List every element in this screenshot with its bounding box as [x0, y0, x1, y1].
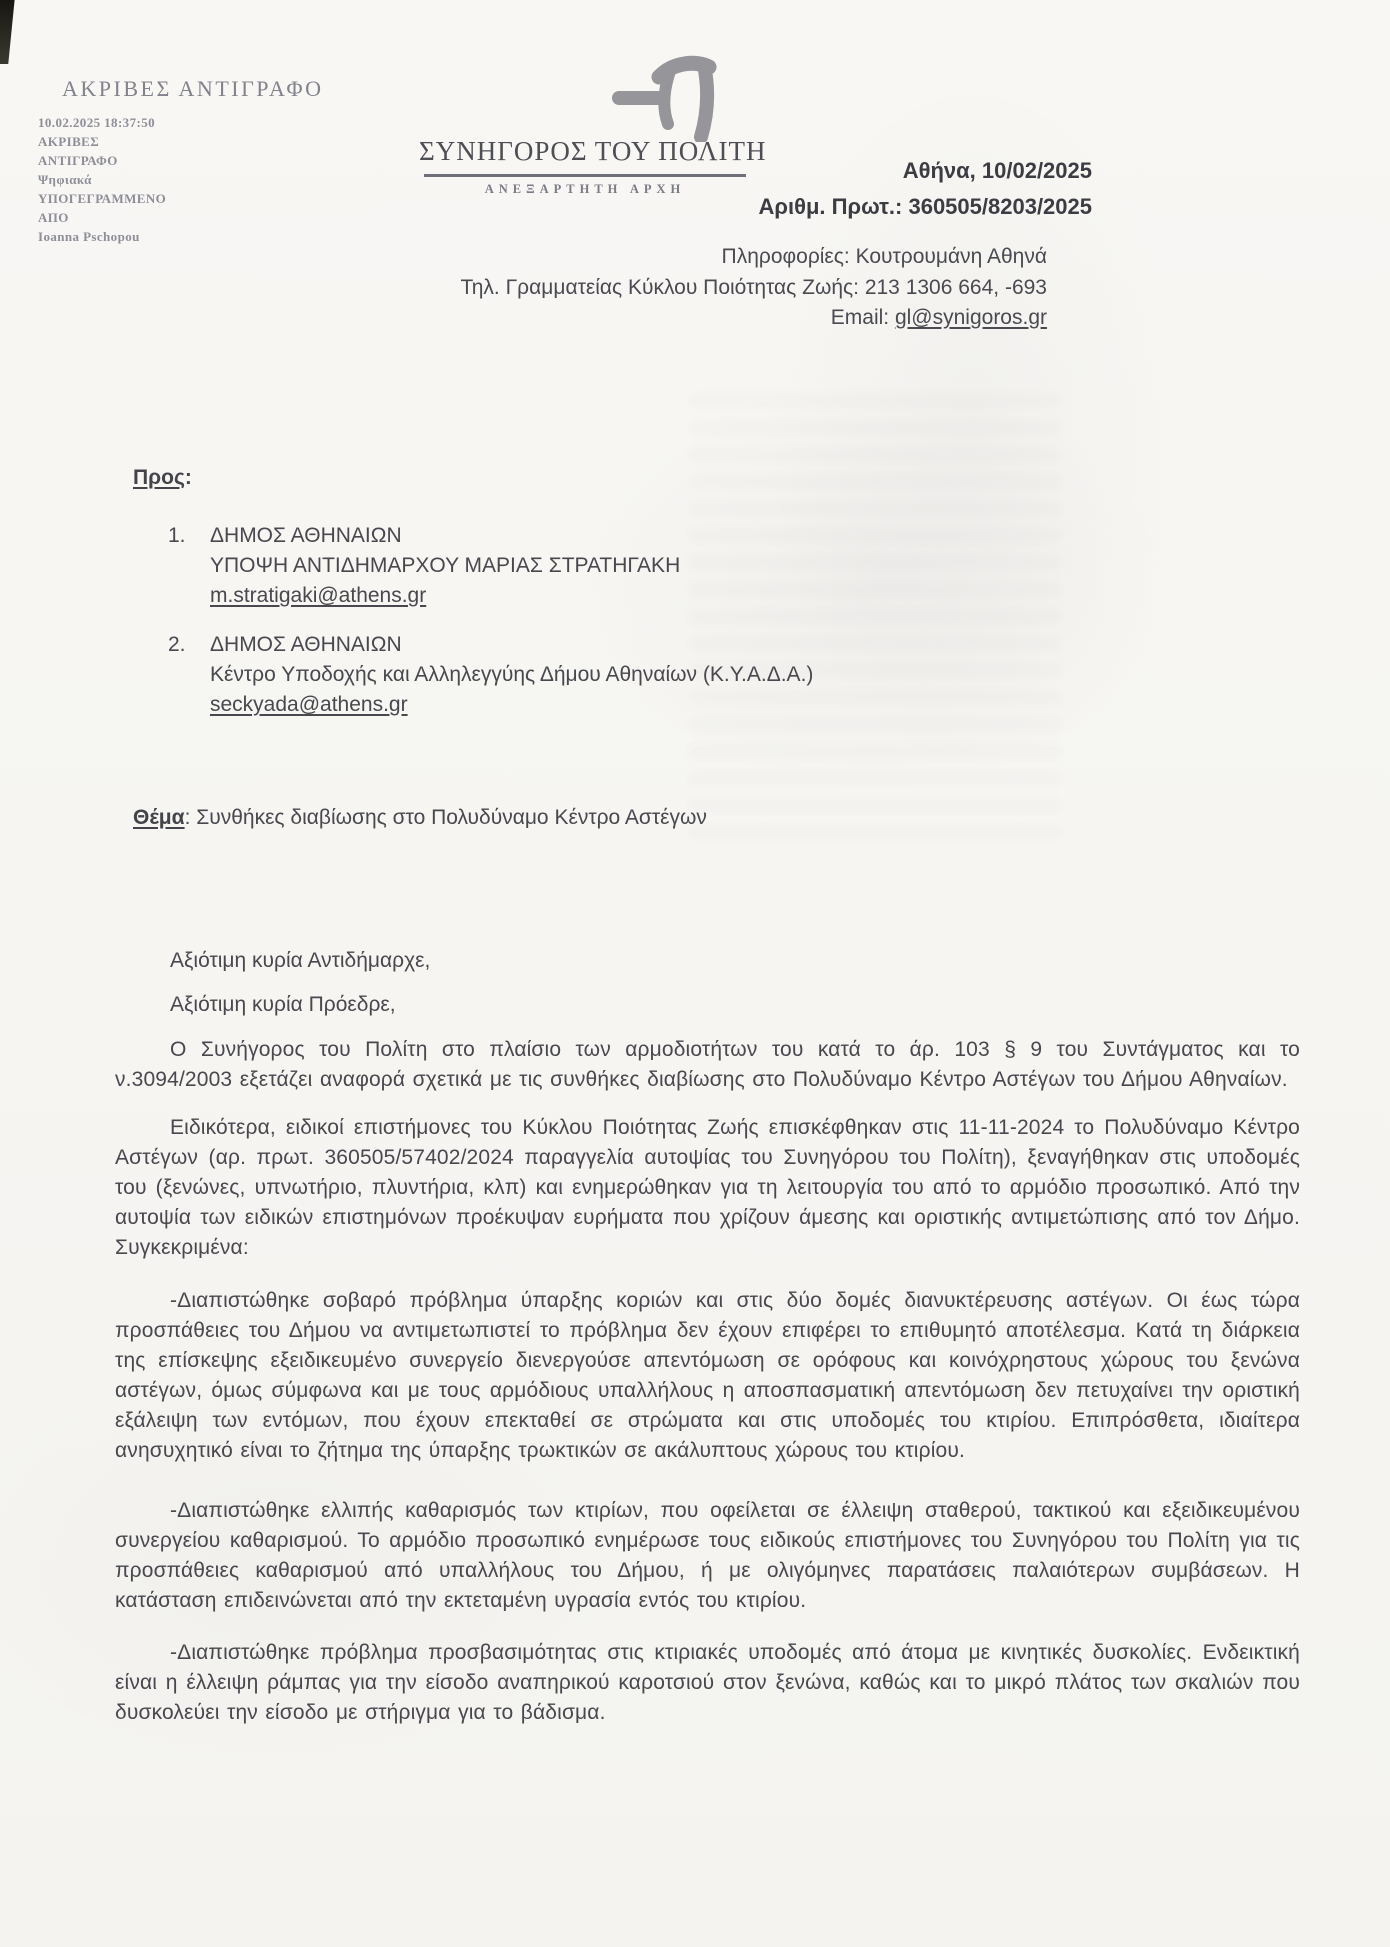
recipient-details — [210, 630, 813, 720]
recipient-email: seckyada@athens.gr — [210, 693, 408, 716]
subject-text: Συνθήκες διαβίωσης στο Πολυδύναμο Κέντρο Αστέγων — [196, 806, 707, 829]
synigoros-logo-icon — [612, 50, 730, 142]
stamp-line: ΑΠΟ — [38, 210, 69, 225]
stamp-line: ΥΠΟΓΕΓΡΑΜΜΕΝΟ — [38, 191, 167, 206]
email-label: Email: — [830, 306, 895, 329]
subject-line — [133, 803, 1300, 833]
body-paragraph: Ο Συνήγορος του Πολίτη στο πλαίσιο των αρμοδιοτήτων του κατά το άρ. 103 § 9 του Συντάγματος και το ν.3094/2003 εξετάζει αναφορά σχετικά με τις συνθήκες διαβίωσης στο Πολυδύναμο Κέντρο Αστέγων του Δήμου Αθηναίων. — [115, 1038, 1300, 1091]
stamp-title: ΑΚΡΙΒΕΣ ΑΝΤΙΓΡΑΦΟ — [62, 76, 324, 101]
recipient-attn-line: ΥΠΟΨΗ ΑΝΤΙΔΗΜΑΡΧΟΥ ΜΑΡΙΑΣ ΣΤΡΑΤΗΓΑΚΗ — [210, 554, 681, 577]
recipients-label: Προς: — [133, 466, 192, 489]
salutation-line: Αξιότιμη κυρία Αντιδήμαρχε, — [170, 949, 431, 972]
subject-colon: : — [184, 806, 197, 829]
recipient-item — [168, 521, 1300, 611]
recipient-number: 2. — [168, 633, 186, 656]
protocol-number-line: Αριθμ. Πρωτ.: 360505/8203/2025 — [758, 194, 1092, 219]
letter-body — [115, 463, 1300, 1728]
city-date-line: Αθήνα, 10/02/2025 — [902, 158, 1092, 183]
stamp-line: Ψηφιακά — [38, 172, 92, 187]
body-paragraph: -Διαπιστώθηκε σοβαρό πρόβλημα ύπαρξης κοριών και στις δύο δομές διανυκτέρευσης αστέγων. Οι έως τώρα προσπάθειες του Δήμου να αντιμετωπιστεί το πρόβλημα δεν έχουν επιφέρει το επιθυμητό αποτέλεσμα. Κατά τη διάρκεια της επίσκεψης εξειδικευμένο συνεργείο διενεργούσε απεντόμωση σε ορόφους και κοινόχρηστους χώρους του ξενώνα αστέγων, όμως σύμφωνα και με τους αρμόδιους υπαλλήλους η αποσπασματική απεντόμωση δεν πετυχαίνει την οριστική εξάλειψη των εντόμων, που έχουν επεκταθεί σε στρώματα και στις υποδομές του κτιρίου. Επιπρόσθετα, ιδιαίτερα ανησυχητικό είναι το ζήτημα της ύπαρξης τρωκτικών σε ακάλυπτους χώρους του κτιρίου. — [115, 1289, 1300, 1462]
recipient-dept-line: Κέντρο Υποδοχής και Αλληλεγγύης Δήμου Αθηναίων (Κ.Υ.Α.Δ.Α.) — [210, 663, 814, 686]
org-subtitle: ΑΝΕΞΑΡΤΗΤΗ ΑΡΧΗ — [484, 182, 686, 196]
body-paragraph: -Διαπιστώθηκε πρόβλημα προσβασιμότητας στις κτιριακές υποδομές από άτομα με κινητικές δυσκολίες. Ενδεικτική είναι η έλλειψη ράμπας για την είσοδο αναπηρικού καροτσιού στον ξενώνα, καθώς και το μικρό πλάτος των σκαλιών που δυσκολεύει την είσοδο με στήριγμα για το βάδισμα. — [115, 1641, 1300, 1724]
recipient-number: 1. — [168, 524, 186, 547]
recipient-org-line: ΔΗΜΟΣ ΑΘΗΝΑΙΩΝ — [210, 633, 402, 656]
scan-artifact-mark — [0, 0, 15, 64]
recipient-email: m.stratigaki@athens.gr — [210, 584, 427, 607]
stamp-line: ΑΝΤΙΓΡΑΦΟ — [38, 153, 118, 168]
stamp-signature-block — [38, 113, 324, 246]
subject-label: Θέμα — [133, 806, 185, 829]
certified-copy-stamp — [38, 76, 324, 246]
stamp-line: ΑΚΡΙΒΕΣ — [38, 134, 100, 149]
recipient-details — [210, 521, 680, 611]
contact-phone-line: Τηλ. Γραμματείας Κύκλου Ποιότητας Ζωής: 213 1306 664, -693 — [460, 275, 1047, 299]
org-name: ΣΥΝΗΓΟΡΟΣ ΤΟΥ ΠΟΛΙΤΗ — [419, 136, 767, 166]
contact-person-line: Πληροφορίες: Κουτρουμάνη Αθηνά — [721, 245, 1047, 268]
salutation-line: Αξιότιμη κυρία Πρόεδρε, — [170, 993, 396, 1016]
recipient-item — [168, 630, 1300, 720]
recipient-org-line: ΔΗΜΟΣ ΑΘΗΝΑΙΩΝ — [210, 524, 402, 547]
org-divider — [424, 174, 746, 177]
email-address: gl@synigoros.gr — [894, 306, 1047, 329]
contact-block — [460, 242, 1047, 334]
body-paragraph: Ειδικότερα, ειδικοί επιστήμονες του Κύκλου Ποιότητας Ζωής επισκέφθηκαν στις 11-11-2024 το Πολυδύναμο Κέντρο Αστέγων (αρ. πρωτ. 360505/57402/2024 παραγγελία αυτοψίας του Συνηγόρου του Πολίτη), ξεναγήθηκαν στις υποδομές του (ξενώνες, υπνωτήριο, πλυντήρια, κλπ) και ενημερώθηκαν για τη λειτουργία του από το αρμόδιο προσωπικό. Από την αυτοψία των ειδικών επιστημόνων προέκυψαν ευρήματα που χρίζουν άμεσης και οριστικής αντιμετώπισης από τον Δήμο. Συγκεκριμένα: — [115, 1116, 1300, 1259]
stamp-signer-name: Ioanna Pschopou — [38, 229, 140, 244]
body-paragraph: -Διαπιστώθηκε ελλιπής καθαρισμός των κτιρίων, που οφείλεται σε έλλειψη σταθερού, τακτικού και εξειδικευμένου συνεργείου καθαρισμού. Το αρμόδιο προσωπικό ενημέρωσε τους ειδικούς επιστήμονες του Συνηγόρου του Πολίτη για τις προσπάθειες καθαρισμού από υπαλλήλους του Δήμου, ή με ολιγόμηνες παρατάσεις παλαιότερων συμβάσεων. Η κατάσταση επιδεινώνεται από την εκτεταμένη υγρασία εντός του κτιρίου. — [115, 1499, 1300, 1612]
date-protocol-block — [758, 153, 1092, 225]
stamp-timestamp: 10.02.2025 18:37:50 — [38, 115, 156, 130]
contact-email-line — [460, 303, 1047, 334]
